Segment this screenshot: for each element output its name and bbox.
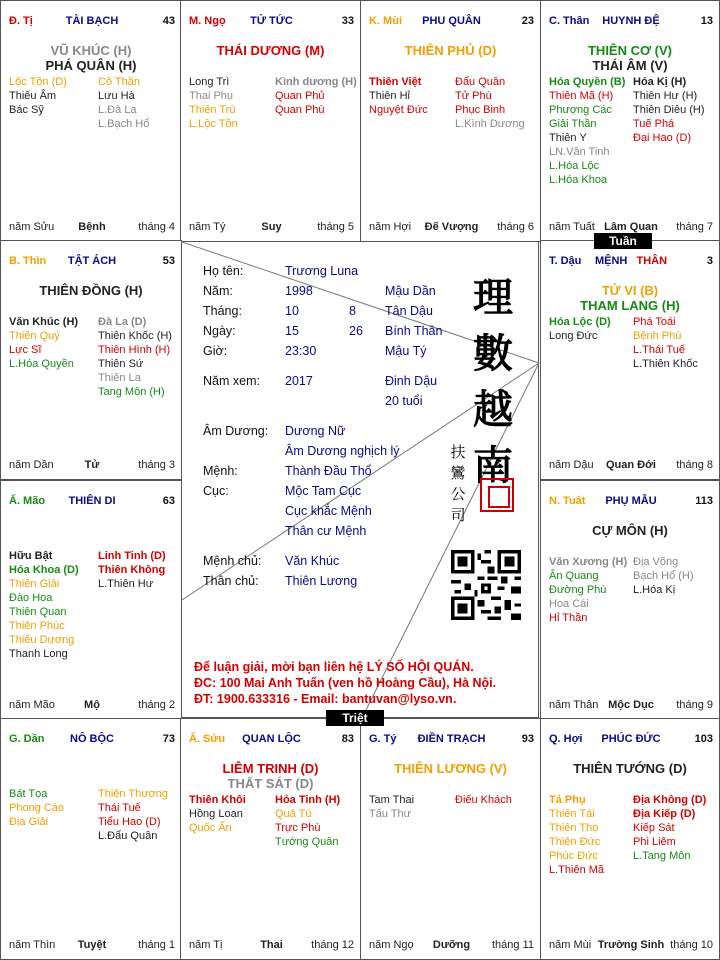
branch-label: G. Tý — [369, 733, 397, 745]
palace-footer — [9, 459, 175, 473]
palace-cell-mao[interactable] — [0, 480, 182, 720]
star-item: Long Trì — [189, 76, 230, 88]
side-char: 司 — [450, 506, 466, 524]
palace-footer — [549, 459, 713, 473]
cuc-label: Cục: — [203, 484, 229, 498]
main-star: CỰ MÔN (H) — [592, 523, 668, 538]
star-item: Bác Sỹ — [9, 104, 44, 116]
limit-month: tháng 8 — [676, 459, 713, 471]
palace-age: 73 — [162, 733, 175, 745]
star-item: L.Thiên Khốc — [633, 358, 698, 370]
star-item: L.Thái Tuế — [633, 344, 685, 356]
star-item: Quả Tú — [275, 808, 312, 820]
branch-label: G. Dần — [9, 733, 45, 745]
palace-cell-ti[interactable] — [0, 0, 182, 242]
life-stage: Trường Sinh — [597, 939, 665, 951]
limit-month: tháng 7 — [676, 221, 713, 233]
star-item: Thiên Tài — [549, 808, 595, 820]
calligraphy-char: 南 — [473, 442, 513, 489]
star-item: Văn Xương (H) — [549, 556, 628, 568]
star-item: Hóa Lộc (D) — [549, 316, 611, 328]
star-item: Phi Liêm — [633, 836, 676, 848]
star-item: Nguyệt Đức — [369, 104, 428, 116]
star-item: Kiếp Sát — [633, 822, 675, 834]
left-star-list — [549, 75, 625, 187]
star-item: Hóa Kị (H) — [633, 76, 687, 88]
star-item: Thiên Mã (H) — [549, 90, 614, 102]
star-item: Thiên Thọ — [549, 822, 599, 834]
view-age: 20 tuổi — [385, 394, 423, 408]
palace-footer — [549, 939, 713, 953]
palace-header — [549, 733, 713, 747]
star-item: Kình dương (H) — [275, 76, 357, 88]
left-star-list — [189, 75, 238, 131]
left-star-list — [549, 555, 627, 625]
star-item: Thiên Đức — [549, 836, 601, 848]
life-stage: Thai — [260, 939, 283, 951]
name-label: Họ tên: — [203, 264, 244, 278]
amduong-label: Âm Dương: — [203, 424, 269, 438]
limit-month: tháng 2 — [138, 699, 175, 711]
life-stage: Suy — [261, 221, 282, 233]
life-stage: Bệnh — [78, 221, 106, 233]
left-star-list — [369, 793, 414, 821]
star-item: Hỉ Thần — [549, 612, 588, 624]
star-item: Thiên Giải — [9, 578, 60, 590]
star-item: Thiên Thương — [98, 788, 169, 800]
main-star: THAM LANG (H) — [580, 298, 680, 313]
life-stage: Đế Vượng — [424, 221, 479, 233]
palace-name: NÔ BỘC — [70, 733, 114, 745]
tuan-marker: Tuần — [594, 233, 652, 249]
side-char: 公 — [450, 485, 466, 503]
star-item: Phục Binh — [455, 104, 506, 116]
palace-footer — [9, 699, 175, 713]
palace-age: 103 — [694, 733, 713, 745]
life-stage: Quan Đới — [606, 459, 656, 471]
limit-year: năm Dậu — [549, 459, 594, 471]
main-star: THIÊN TƯỚNG (D) — [573, 761, 687, 776]
star-item: Giải Thần — [549, 118, 597, 130]
star-item: Đà La (D) — [98, 316, 147, 328]
star-item: Thiên Diêu (H) — [633, 104, 705, 116]
star-item: L.Hóa Lộc — [549, 160, 600, 172]
star-item: Địa Kiếp (D) — [633, 808, 696, 820]
palace-cell-dau[interactable] — [540, 240, 720, 480]
star-item: Bạch Hổ (H) — [633, 570, 694, 582]
triet-marker: Triệt — [326, 710, 384, 726]
right-star-list — [275, 793, 340, 849]
left-star-list — [369, 75, 428, 117]
view-year-label: Năm xem: — [203, 374, 260, 388]
hour-label: Giờ: — [203, 344, 228, 358]
limit-year: năm Hợi — [369, 221, 412, 233]
left-star-list — [549, 793, 604, 877]
star-item: Thiên Phúc — [9, 620, 65, 632]
right-star-list — [455, 75, 525, 131]
main-star: THIÊN PHỦ (D) — [404, 43, 497, 58]
palace-age: 23 — [521, 15, 534, 27]
star-item: Địa Giải — [9, 816, 49, 828]
main-star: LIÊM TRINH (D) — [222, 761, 319, 776]
star-item: Điếu Khách — [455, 794, 512, 806]
palace-name: QUAN LỘC — [242, 733, 301, 745]
branch-label: N. Tuất — [549, 495, 586, 507]
menh-value: Thành Đầu Thổ — [285, 464, 372, 478]
limit-year: năm Tuất — [549, 221, 595, 233]
star-item: Lưu Hà — [98, 90, 135, 102]
star-item: Tuế Phá — [633, 118, 675, 130]
palace-header — [369, 733, 534, 747]
main-star: VŨ KHÚC (H) — [50, 43, 132, 58]
star-item: Hóa Khoa (D) — [9, 564, 79, 576]
palace-cell-tuat[interactable] — [540, 480, 720, 720]
calligraphy-char: 越 — [473, 386, 513, 433]
day-value: 15 — [285, 324, 299, 338]
star-item: L.Đẩu Quân — [98, 830, 158, 842]
menhchu-value: Văn Khúc — [285, 554, 340, 568]
cuc-relation: Cục khắc Mệnh — [285, 504, 372, 518]
main-star: THÁI DƯƠNG (M) — [216, 43, 325, 58]
thanchu-label: Thân chủ: — [203, 574, 259, 588]
life-stage: Tử — [84, 459, 100, 471]
limit-year: năm Dần — [9, 459, 54, 471]
star-item: Hoa Cái — [549, 598, 589, 610]
palace-header — [9, 15, 175, 29]
palace-footer — [369, 221, 534, 235]
star-item: Tiểu Hao (D) — [98, 816, 161, 828]
star-item: Tấu Thư — [369, 808, 412, 820]
hour-value: 23:30 — [285, 344, 317, 358]
left-star-list — [9, 549, 79, 661]
center-info-panel — [181, 241, 539, 718]
main-star: PHÁ QUÂN (H) — [45, 58, 137, 73]
than-label: THÂN — [636, 255, 668, 267]
limit-year: năm Tý — [189, 221, 226, 233]
star-item: Quan Phù — [275, 104, 325, 116]
palace-age: 53 — [162, 255, 175, 267]
star-item: Tả Phụ — [549, 794, 586, 806]
than-position: Thân cư Mệnh — [285, 524, 367, 538]
limit-month: tháng 10 — [670, 939, 713, 951]
star-item: Tử Phù — [455, 90, 492, 102]
menhchu-label: Mệnh chủ: — [203, 554, 262, 568]
right-star-list — [633, 315, 698, 371]
palace-name: THIÊN DI — [68, 495, 116, 507]
branch-label: Q. Hợi — [549, 733, 583, 745]
star-item: Địa Không (D) — [633, 794, 707, 806]
branch-label: B. Thìn — [9, 255, 47, 267]
palace-name: PHỤ MẪU — [605, 495, 657, 507]
star-item: Đường Phù — [549, 584, 607, 596]
month-canchi: Tân Dậu — [385, 304, 433, 318]
palace-header — [9, 255, 175, 269]
star-item: L.Thiên Mã — [549, 864, 605, 876]
palace-age: 13 — [700, 15, 713, 27]
calligraphy-char: 數 — [473, 330, 513, 377]
limit-year: năm Mão — [9, 699, 55, 711]
star-item: Bệnh Phù — [633, 330, 682, 342]
branch-label: Ấ. Mão — [9, 495, 46, 507]
palace-age: 113 — [695, 495, 713, 507]
star-item: L.Hóa Kị — [633, 584, 676, 596]
palace-name: PHÚC ĐỨC — [601, 733, 661, 745]
star-item: Thiên Quý — [9, 330, 60, 342]
limit-month: tháng 4 — [138, 221, 175, 233]
palace-cell-suu[interactable] — [180, 718, 361, 960]
palace-name: TÀI BẠCH — [65, 15, 119, 27]
palace-name: ĐIỀN TRẠCH — [417, 733, 486, 745]
branch-label: Ấ. Sửu — [189, 733, 226, 745]
star-item: Quan Phủ — [275, 90, 325, 102]
palace-age: 83 — [341, 733, 354, 745]
side-text-column — [448, 442, 468, 526]
calligraphy-char: 理 — [473, 274, 513, 321]
side-char: 鸞 — [450, 464, 466, 482]
star-item: Thiên Hình (H) — [98, 344, 171, 356]
right-star-list — [455, 793, 512, 807]
left-star-list — [9, 787, 64, 829]
star-item: Thiên La — [98, 372, 141, 384]
main-star: THIÊN CƠ (V) — [587, 43, 673, 58]
star-item: Văn Khúc (H) — [9, 316, 79, 328]
limit-month: tháng 9 — [676, 699, 713, 711]
day-canchi: Bính Thân — [385, 324, 443, 338]
palace-age: 3 — [706, 255, 713, 267]
star-item: Phong Cáo — [9, 802, 65, 814]
branch-label: T. Dậu — [549, 255, 582, 267]
star-item: Thiên Việt — [369, 76, 422, 88]
month-lunar: 8 — [349, 304, 356, 318]
star-item: Hóa Quyền (B) — [549, 76, 626, 88]
hour-canchi: Mậu Tý — [385, 344, 427, 358]
limit-year: năm Tị — [189, 939, 223, 951]
star-item: Lực Sĩ — [9, 344, 42, 356]
star-item: L.Lộc Tồn — [189, 118, 238, 130]
right-star-list — [98, 549, 166, 591]
star-item: Thiên Khốc (H) — [98, 330, 172, 342]
palace-name: TỬ TỨC — [250, 15, 293, 27]
branch-label: Đ. Tị — [9, 15, 33, 27]
star-item: Thiên Sứ — [98, 358, 144, 370]
star-item: Tướng Quân — [275, 836, 339, 848]
limit-year: năm Sửu — [9, 221, 55, 233]
limit-month: tháng 12 — [311, 939, 354, 951]
life-stage: Dưỡng — [432, 939, 471, 951]
palace-footer — [9, 221, 175, 235]
star-item: Thiếu Âm — [9, 90, 57, 102]
life-stage: Mộ — [84, 699, 100, 711]
palace-cell-than[interactable] — [540, 0, 720, 242]
palace-name: MỆNH THÂN — [594, 255, 668, 267]
palace-footer — [9, 939, 175, 953]
star-item: L.Hóa Quyền — [9, 358, 74, 370]
palace-age: 43 — [162, 15, 175, 27]
star-item: Địa Võng — [633, 556, 679, 568]
palace-age: 33 — [341, 15, 354, 27]
palace-header — [189, 733, 354, 747]
star-item: L.Bạch Hổ — [98, 118, 150, 130]
palace-cell-ty[interactable] — [360, 718, 541, 960]
star-item: Thiên Trù — [189, 104, 236, 116]
main-star: TỬ VI (B) — [601, 283, 659, 298]
branch-label: K. Mùi — [369, 15, 402, 27]
palace-age: 93 — [521, 733, 534, 745]
day-lunar: 26 — [349, 324, 363, 338]
palace-header — [369, 15, 534, 29]
palace-footer — [189, 939, 354, 953]
side-char: 扶 — [450, 443, 466, 461]
branch-label: M. Ngọ — [189, 15, 226, 27]
branch-label: C. Thân — [549, 15, 590, 27]
palace-cell-ngo[interactable] — [180, 0, 361, 242]
star-item: Thiên Hỉ — [369, 90, 410, 102]
star-item: Ân Quang — [549, 570, 599, 582]
right-star-list — [98, 75, 149, 131]
main-star: THÁI ÂM (V) — [592, 58, 668, 73]
palace-cell-hoi[interactable] — [540, 718, 720, 960]
limit-month: tháng 11 — [491, 939, 534, 951]
limit-month: tháng 3 — [138, 459, 175, 471]
palace-name: HUYNH ĐỆ — [602, 15, 660, 27]
month-value: 10 — [285, 304, 299, 318]
star-item: L.Kình Dương — [455, 118, 525, 130]
star-item: Đẩu Quân — [455, 76, 506, 88]
star-item: L.Hóa Khoa — [549, 174, 608, 186]
palace-name: PHU QUÂN — [422, 15, 481, 27]
view-year-value: 2017 — [285, 374, 313, 388]
palace-header — [9, 733, 175, 747]
right-star-list — [98, 315, 172, 399]
month-label: Tháng: — [203, 304, 242, 318]
right-star-list — [275, 75, 357, 117]
red-seal — [480, 478, 514, 512]
palace-footer — [369, 939, 534, 953]
star-item: Hồng Loan — [189, 808, 243, 820]
life-stage: Tuyệt — [77, 939, 107, 951]
main-star: THIÊN LƯƠNG (V) — [394, 761, 507, 776]
cuc-value: Mộc Tam Cục — [285, 484, 362, 498]
right-star-list — [633, 555, 694, 597]
view-year-canchi: Đinh Dậu — [385, 374, 438, 388]
star-item: Phượng Các — [549, 104, 612, 116]
calligraphy-column — [468, 270, 518, 494]
star-item: Tam Thai — [369, 794, 415, 806]
star-item: L.Đà La — [98, 104, 137, 116]
right-star-list — [633, 75, 705, 145]
palace-header — [189, 15, 354, 29]
star-item: Linh Tinh (D) — [98, 550, 166, 562]
thanchu-value: Thiên Lương — [285, 574, 358, 588]
star-item: Thiếu Dương — [9, 634, 75, 646]
star-item: Thiên Quan — [9, 606, 67, 618]
palace-age: 63 — [162, 495, 175, 507]
palace-footer — [549, 699, 713, 713]
palace-cell-thin[interactable] — [0, 240, 182, 480]
contact-phone-email[interactable]: ĐT: 1900.633316 - Email: bantuvan@lyso.vn. — [194, 692, 457, 706]
main-star: THẤT SÁT (D) — [227, 776, 314, 791]
limit-month: tháng 6 — [497, 221, 534, 233]
star-item: Thiên Hư (H) — [633, 90, 698, 102]
limit-year: năm Thân — [549, 699, 599, 711]
life-stage: Lâm Quan — [604, 221, 658, 233]
left-star-list — [549, 315, 611, 343]
limit-year: năm Ngọ — [369, 939, 414, 951]
star-item: Thiên Khôi — [189, 794, 246, 806]
qr-code[interactable] — [451, 550, 521, 620]
limit-month: tháng 1 — [138, 939, 175, 951]
menh-label: Mệnh: — [203, 464, 238, 478]
star-item: Thai Phụ — [189, 90, 234, 102]
contact-address: ĐC: 100 Mai Anh Tuấn (ven hồ Hoàng Cầu), Hà Nội. — [194, 676, 497, 690]
star-item: Đào Hoa — [9, 592, 53, 604]
star-item: Tang Môn (H) — [98, 386, 165, 398]
year-label: Năm: — [203, 284, 233, 298]
star-item: Lộc Tồn (D) — [9, 76, 67, 88]
star-item: Thiên Y — [549, 132, 587, 144]
left-star-list — [9, 315, 78, 371]
limit-year: năm Mùi — [549, 939, 592, 951]
limit-month: tháng 5 — [317, 221, 354, 233]
star-item: Hỏa Tinh (H) — [275, 794, 341, 806]
main-star: THIÊN ĐỒNG (H) — [39, 283, 143, 298]
year-value: 1998 — [285, 284, 313, 298]
star-item: Trực Phù — [275, 822, 321, 834]
star-item: Thiên Không — [98, 564, 166, 576]
star-item: LN.Văn Tinh — [549, 146, 610, 158]
contact-line-1: Để luận giải, mời bạn liên hệ LÝ SỐ HỘI QUÁN. — [194, 660, 474, 674]
star-item: L.Thiên Hư — [98, 578, 154, 590]
amduong-value: Dương Nữ — [285, 424, 346, 438]
life-stage: Mộc Dục — [608, 699, 654, 711]
year-canchi: Mậu Dần — [385, 284, 436, 298]
palace-header — [549, 15, 713, 29]
star-item: Cô Thần — [98, 76, 140, 88]
star-item: Quốc Ấn — [189, 822, 232, 834]
star-item: Phá Toái — [633, 316, 676, 328]
palace-header — [9, 495, 175, 509]
limit-year: năm Thìn — [9, 939, 56, 951]
name-value: Trương Luna — [285, 264, 359, 278]
star-item: Long Đức — [549, 330, 598, 342]
amduong-relation: Âm Dương nghịch lý — [285, 444, 400, 458]
palace-header — [549, 255, 713, 269]
star-item: Phúc Đức — [549, 850, 598, 862]
star-item: Đại Hao (D) — [633, 132, 692, 144]
right-star-list — [98, 787, 168, 843]
star-item: Bát Tọa — [9, 788, 48, 800]
palace-header — [549, 495, 713, 509]
star-item: Hữu Bật — [9, 550, 53, 562]
day-label: Ngày: — [203, 324, 236, 338]
palace-name: TẬT ÁCH — [67, 255, 117, 267]
left-star-list — [9, 75, 67, 117]
star-item: Thái Tuế — [98, 802, 141, 814]
right-star-list — [633, 793, 706, 863]
palace-cell-mui[interactable] — [360, 0, 541, 242]
star-item: L.Tang Môn — [633, 850, 691, 862]
palace-footer — [189, 221, 354, 235]
palace-cell-dan[interactable] — [0, 718, 182, 960]
left-star-list — [189, 793, 246, 835]
star-item: Thanh Long — [9, 648, 68, 660]
